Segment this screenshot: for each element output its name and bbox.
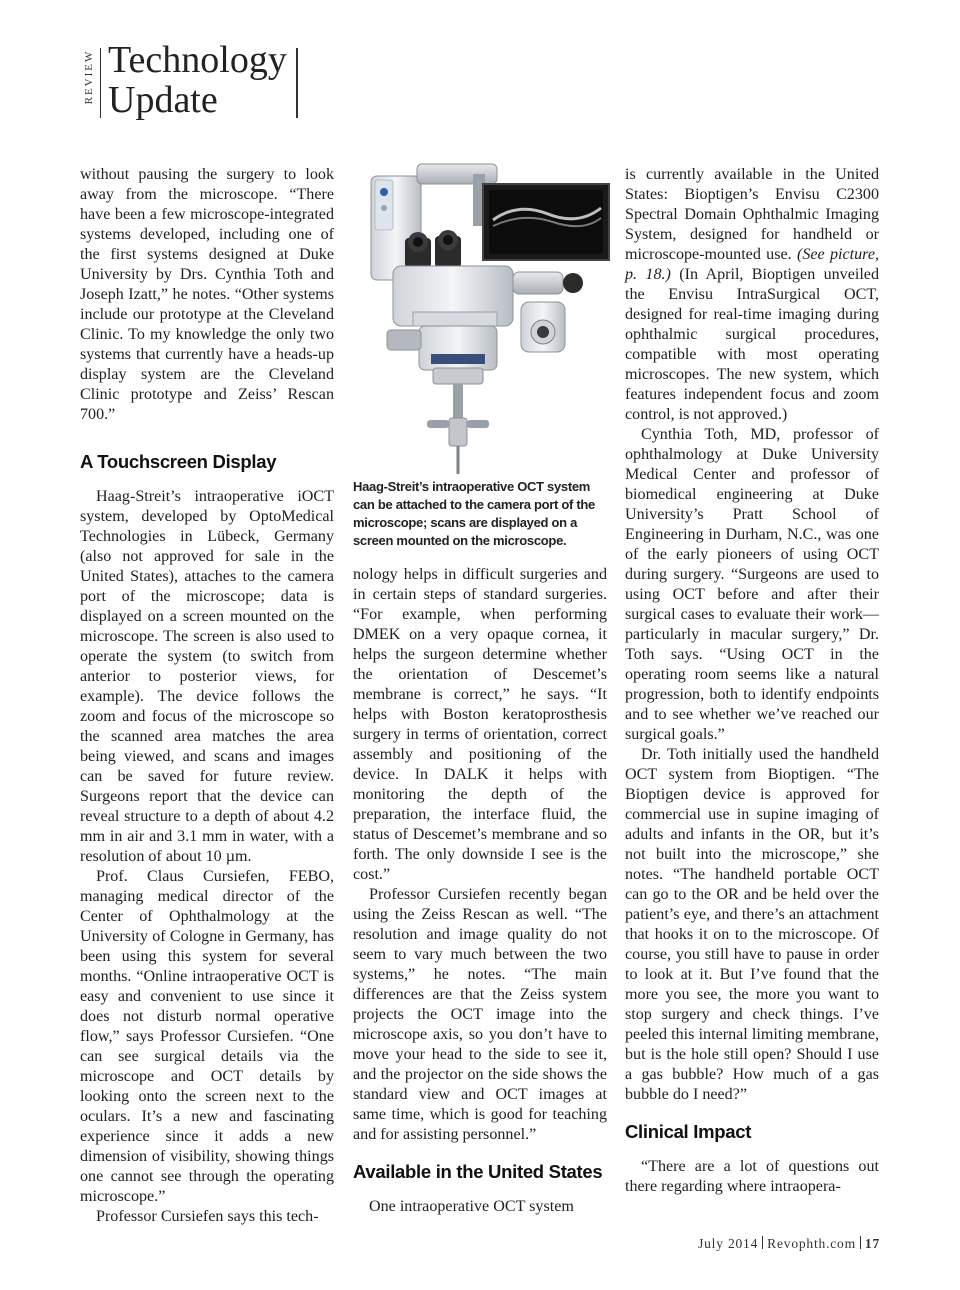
paragraph: Haag-Streit’s intraoperative iOCT system, developed by OptoMedical Technologies in Lübeck, Germany (also not approved for sale in the United States), attaches to the camera port of the microscope; data is displayed on a screen mounted on the microscope. The screen is also used to operate the system (to switch from anterior to posterior views, for example). The device follows the zoom and focus of the microscope so the scanned area matches the area being viewed, and scans and images can be saved for future review. Surgeons report that the device can reveal structure to a depth of about 4.2 mm in air and 3.1 mm in water, with a resolution of about 10 µm.: [80, 488, 334, 865]
column-3: [625, 165, 879, 1197]
paragraph: [625, 165, 879, 425]
paragraph: Cynthia Toth, MD, professor of ophthalmology at Duke University Medical Center and professor of biomedical engineering at Duke University’s Pratt School of Engineering in Durham, N.C., was one of the early pioneers of using OCT during surgery. “Surgeons are used to using OCT before and after their surgical cases to evaluate their work—particularly in macular surgery,” Dr. Toth says. “Using OCT in the operating room seems like a natural progression, both to identify endpoints and to see whether we’ve reached our surgical goals.”: [625, 426, 879, 743]
paragraph: Prof. Claus Cursiefen, FEBO, managing medical director of the Center of Ophthalmology at the University of Cologne in Germany, has been using this system for several months. “Online intraoperative OCT is easy and convenient to use since it does not disturb normal operative flow,” says Professor Cursiefen. “One can see surgical details via the microscope and OCT details by looking onto the screen next to the oculars. It’s a new and fascinating experience since it adds a new dimension of visibility, showing things one cannot see through the operating microscope.”: [80, 868, 334, 1205]
text-span: (In April, Bioptigen unveiled the Envisu IntraSurgical OCT, designed for real-time imaging during ophthalmic surgical procedures, compatible with most operating microscopes. The new system, which features independent focus and zoom control, is not approved.): [625, 266, 880, 423]
picture-reference: (See picture, p. 18.): [625, 246, 879, 283]
review-tag: [80, 44, 98, 118]
page-footer: [698, 1236, 880, 1252]
title-line-2: Update: [108, 79, 218, 121]
heading-touchscreen-display: A Touchscreen Display: [80, 451, 277, 472]
heading-clinical-impact: Clinical Impact: [625, 1121, 752, 1142]
surgical-microscope-image: [353, 162, 611, 482]
paragraph: “There are a lot of questions out there regarding where intraopera-: [625, 1158, 879, 1195]
header-divider-right: [296, 48, 298, 118]
paragraph: One intraoperative OCT system: [369, 1198, 574, 1215]
paragraph: nology helps in difficult surgeries and in certain steps of standard surgeries. “For example, when performing DMEK on a very opaque cornea, it helps the surgeon determine whether the orientation of Descemet’s membrane is correct,” he says. “It helps with Boston keratoprosthesis surgery in terms of orientation, correct assembly and positioning of the device. In DALK it helps with monitoring the depth of the preparation, the interface fluid, the status of Descemet’s membrane and so forth. The only downside I see is the cost.”: [353, 566, 607, 883]
heading-available-united-states: Available in the United States: [353, 1161, 603, 1182]
paragraph: Professor Cursiefen says this tech-: [96, 1208, 319, 1225]
paragraph: without pausing the surgery to look away from the microscope. “There have been a few microscope-integrated systems developed, including one of the first systems designed at Duke University by Drs. Cynthia Toth and Joseph Izatt,” he notes. “Other systems include our prototype at the Cleveland Clinic. To my knowledge the only two systems that currently have a heads-up display system are the Cleveland Clinic prototype and Zeiss’ Rescan 700.”: [80, 166, 334, 423]
website-link[interactable]: Revophth.com: [767, 1236, 856, 1251]
column-1: [80, 165, 334, 1227]
footer-divider: [762, 1236, 763, 1249]
issue-date: July 2014: [698, 1236, 759, 1251]
text-span: is currently available in the United States: Bioptigen’s Envisu C2300 Spectral Domain Ophthalmic Imaging System, designed for handheld or microscope-mounted use.: [625, 166, 879, 263]
footer-divider: [860, 1236, 861, 1249]
review-label: REVIEW: [83, 49, 95, 105]
paragraph: Dr. Toth initially used the handheld OCT system from Bioptigen. “The Bioptigen device is approved for commercial use in supine imaging of adults and infants in the OR, but it’s not built into the microscope,” she notes. “The handheld portable OCT can go to the OR and be held over the patient’s eye, and there’s an attachment that hooks it on to the microscope. Of course, you still have to pause in order to look at it. But I’ve found that the more you see, the more you want to stop surgery and check things. I’ve peeled this internal limiting membrane, but is the hole still open? Should I use a gas bubble? How much of a gas bubble do I need?”: [625, 746, 879, 1103]
header-divider-left: [100, 48, 101, 118]
column-2: [353, 565, 607, 1217]
page-title: [108, 40, 287, 120]
figure-microscope: [353, 162, 611, 482]
page-number: 17: [864, 1236, 880, 1251]
title-line-1: Technology: [108, 39, 287, 81]
figure-caption: Haag-Streit’s intraoperative OCT system can be attached to the camera port of the microscope; scans are displayed on a screen mounted on the microscope.: [353, 479, 595, 548]
paragraph: Professor Cursiefen recently began using the Zeiss Rescan as well. “The resolution and image quality do not seem to vary much between the two systems,” he notes. “The main differences are that the Zeiss system projects the OCT image into the microscope axis, so you don’t have to move your head to the side to see it, and the projector on the side shows the standard view and OCT images at same time, which is good for teaching and for assisting personnel.”: [353, 886, 607, 1143]
